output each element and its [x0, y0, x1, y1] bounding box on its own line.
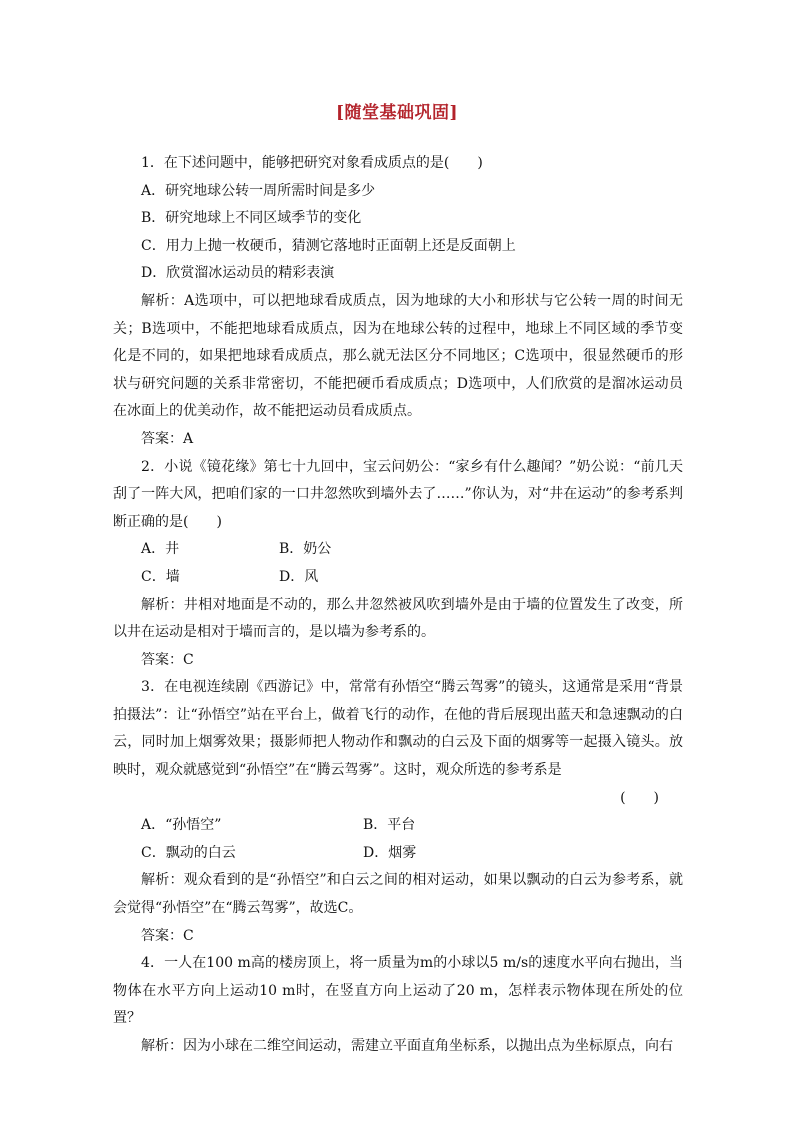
q3-option-c: C．飘动的白云: [141, 844, 236, 861]
q3-stem: 3．在电视连续剧《西游记》中，常常有孙悟空“腾云驾雾”的镜头，这通常是采用“背景拍摄法”：让“孙悟空”站在平台上，做着飞行的动作，在他的背后展现出蓝天和急速飘动的白云，同时加上烟雾效果；摄影师把人物动作和飘动的白云及下面的烟雾等一起摄入镜头。放映时，观众就感觉到“孙悟空”在“腾云驾雾”。这时，观众所选的参考系是: [113, 679, 683, 779]
q3-option-d: D．烟雾: [363, 844, 417, 861]
q3-answer: 答案：C: [141, 927, 194, 944]
q2-option-c: C．墙: [141, 568, 180, 585]
q4-stem: 4．一人在100 m高的楼房顶上，将一质量为m的小球以5 m/s的速度水平向右抛出，当物体在水平方向上运动10 m时，在竖直方向上运动了20 m，怎样表示物体现在所处的位置？: [113, 955, 683, 1027]
q1-option-a: A．研究地球公转一周所需时间是多少: [141, 182, 376, 199]
q3-option-b: B．平台: [363, 817, 416, 834]
q2-option-d: D．风: [279, 568, 319, 585]
q2-answer: 答案：C: [141, 651, 194, 668]
q3-answer-paren: ( ): [620, 789, 659, 806]
q1-option-d: D．欣赏溜冰运动员的精彩表演: [141, 265, 335, 282]
q2-options-row-2: [113, 564, 683, 592]
q1-analysis: 解析：A选项中，可以把地球看成质点，因为地球的大小和形状与它公转一周的时间无关；B选项中，不能把地球看成质点，因为在地球公转的过程中，地球上不同区域的季节变化是不同的，如果把地球看成质点，那么就无法区分不同地区；C选项中，很显然硬币的形状与研究问题的关系非常密切，不能把硬币看成质点；D选项中，人们欣赏的是溜冰运动员在冰面上的优美动作，故不能把运动员看成质点。: [113, 292, 683, 420]
q3-analysis: 解析：观众看到的是“孙悟空”和白云之间的相对运动，如果以飘动的白云为参考系，就会觉得“孙悟空”在“腾云驾雾”，故选C。: [113, 872, 683, 917]
q1-option-b: B．研究地球上不同区域季节的变化: [141, 210, 362, 227]
q2-option-b: B．奶公: [279, 541, 332, 558]
q4-analysis: 解析：因为小球在二维空间运动，需建立平面直角坐标系，以抛出点为坐标原点，向右: [141, 1038, 673, 1054]
q3-options-row-1: [113, 812, 683, 840]
q1-option-c: C．用力上抛一枚硬币，猜测它落地时正面朝上还是反面朝上: [141, 237, 516, 254]
document-body: [113, 150, 683, 1061]
q2-option-a: A．井: [141, 541, 180, 558]
q2-stem: 2．小说《镜花缘》第七十九回中，宝云问奶公：“家乡有什么趣闻？”奶公说：“前几天刮了一阵大风，把咱们家的一口井忽然吹到墙外去了……”你认为，对“井在运动”的参考系判断正确的是( ): [113, 458, 683, 530]
q2-options-row-1: [113, 536, 683, 564]
q2-analysis: 解析：井相对地面是不动的，那么井忽然被风吹到墙外是由于墙的位置发生了改变，所以井在运动是相对于墙而言的，是以墙为参考系的。: [113, 596, 683, 641]
q3-options-row-2: [113, 840, 683, 868]
q1-answer: 答案：A: [141, 430, 194, 447]
section-title: [随堂基础巩固]: [335, 103, 459, 123]
q3-option-a: A．“孙悟空”: [141, 817, 222, 834]
q1-stem: 1．在下述问题中，能够把研究对象看成质点的是( ): [141, 155, 483, 171]
